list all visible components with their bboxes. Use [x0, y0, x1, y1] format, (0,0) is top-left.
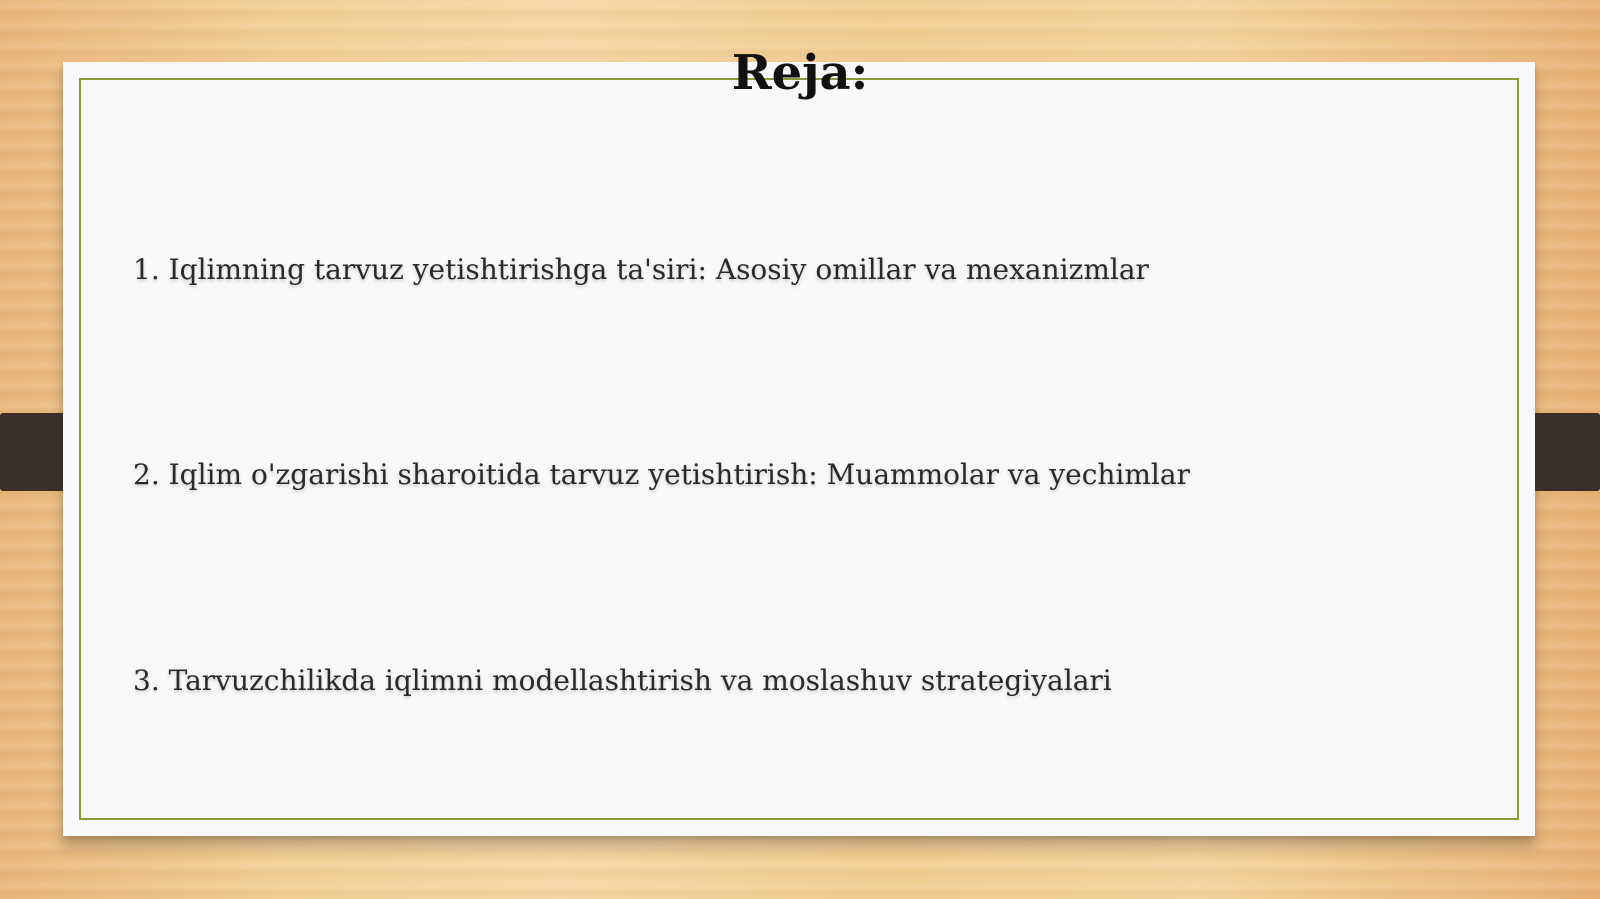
slide-frame-border [79, 78, 1519, 820]
plan-item-1: 1. Iqlimning tarvuz yetishtirishga ta'siri: Asosiy omillar va mexanizmlar [133, 253, 1149, 286]
slide-card [63, 62, 1535, 836]
slide-title: Reja: [731, 45, 869, 101]
plan-item-3: 3. Tarvuzchilikda iqlimni modellashtirish va moslashuv strategiyalari [133, 664, 1112, 697]
plan-item-2: 2. Iqlim o'zgarishi sharoitida tarvuz yetishtirish: Muammolar va yechimlar [133, 458, 1190, 491]
